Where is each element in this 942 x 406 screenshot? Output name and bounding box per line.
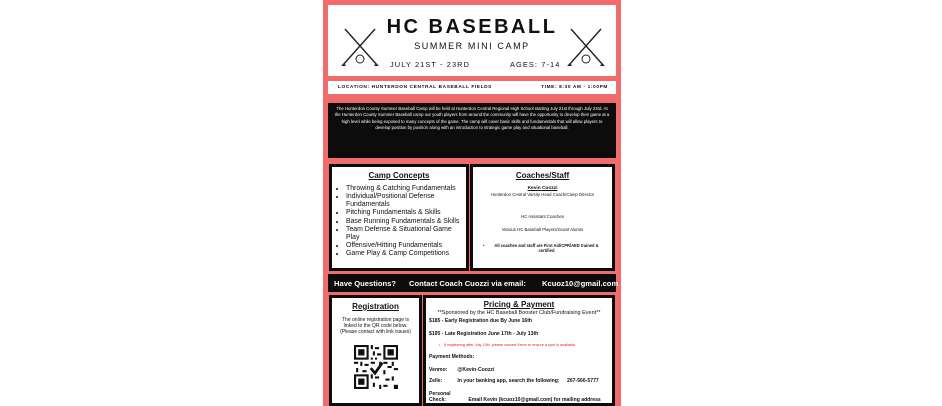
contact-bar	[328, 274, 619, 292]
venmo-label: Venmo:	[429, 367, 448, 373]
list-item: • Individual/Positional Defense Fundamentals	[346, 193, 466, 209]
camp-concepts-title: Camp Concepts	[368, 171, 430, 180]
flyer-header	[328, 5, 616, 76]
crossed-bats-icon	[564, 25, 608, 67]
coaches-staff-title: Coaches/Staff	[515, 171, 570, 180]
guest-players: Various HC Baseball Players/Guest Alumni	[501, 227, 584, 232]
registration-text: The online registration page is linked to the QR code below. (Please contact with link issues)	[340, 317, 411, 336]
venmo-handle: @Kevin-Cuozzi	[457, 367, 495, 373]
registration-box	[329, 295, 422, 406]
zelle-row	[429, 378, 599, 384]
zelle-label: Zelle:	[429, 378, 443, 384]
camp-description: The Hunterdon County Summer Baseball Camp will be held at Hunterdon Central Regional High School starting July 21st through July 23rd. At the Hunterdon County Summer Baseball camp our youth players from around the community will have the opportunity to develop their game at a high level while being exposed to many concepts of the game. The camp will cover basic skills and fundamentals that will allow players to develop position by position along with an introduction to strategic game play and situational baseball.	[328, 103, 616, 158]
location-time-bar	[328, 81, 616, 94]
contact-email-link[interactable]: Kcuoz10@gmail.com	[542, 279, 619, 288]
list-item: • Offensive/Hitting Fundamentals	[346, 242, 466, 250]
pricing-title: Pricing & Payment	[483, 300, 555, 309]
registration-title: Registration	[352, 302, 399, 311]
list-item: • Team Defense & Situational Game Play	[346, 226, 466, 242]
camp-concepts-box	[329, 164, 469, 271]
late-registration-note: • If registering after July 13th, please contact Kevin to ensure a spot is available.	[444, 343, 576, 347]
camp-title: HC BASEBALL	[386, 16, 558, 38]
camp-subtitle: SUMMER MINI CAMP	[414, 41, 530, 51]
coaches-staff-box	[470, 164, 615, 271]
camp-flyer	[323, 0, 621, 406]
pricing-payment-box	[423, 295, 615, 406]
head-coach-name: Kevin Cuozzi	[527, 186, 558, 191]
pricing-sponsor: **Sponsored by the HC Baseball Booster Club/Fundraising Event**	[437, 310, 601, 316]
check-label: Personal Check:	[429, 391, 451, 403]
payment-methods-label: Payment Methods:	[429, 354, 475, 360]
camp-dates: JULY 21ST - 23RD	[390, 60, 471, 69]
late-registration-price: $195 - Late Registration June 17th - July 13th	[429, 331, 539, 337]
contact-prompt: Contact Coach Cuozzi via email:	[409, 279, 526, 288]
list-item: • Base Running Fundamentals & Skills	[346, 218, 466, 226]
zelle-phone: 267-566-5777	[567, 378, 599, 384]
venmo-row	[429, 367, 494, 373]
zelle-instructions: In your banking app, search the following:	[457, 378, 560, 384]
camp-concepts-list	[332, 185, 466, 258]
assistant-coaches: HC Assistant Coaches	[521, 214, 564, 219]
time-text: TIME: 8:30 AM - 1:00PM	[541, 85, 608, 90]
staff-certification: • All coaches and staff are First Aid/CPR/AED trained & certified	[489, 243, 604, 254]
questions-label: Have Questions?	[334, 279, 397, 288]
registration-qr-code[interactable]	[354, 345, 398, 389]
location-text: LOCATION: HUNTERDON CENTRAL BASEBALL FIELDS	[338, 85, 492, 90]
list-item: • Pitching Fundamentals & Skills	[346, 209, 466, 217]
early-registration-price: $185 - Early Registration due By June 16th	[429, 318, 533, 324]
check-instructions: Email Kevin (kcuoz10@gmail.com) for mailing address	[468, 397, 601, 403]
list-item: • Throwing & Catching Fundamentals	[346, 185, 466, 193]
head-coach-role: Hunterdon Central Varsity Head Coach/Camp Director	[490, 192, 595, 197]
camp-ages: AGES: 7-14	[510, 60, 561, 69]
list-item: • Game Play & Camp Competitions	[346, 250, 466, 258]
check-row	[429, 391, 601, 403]
